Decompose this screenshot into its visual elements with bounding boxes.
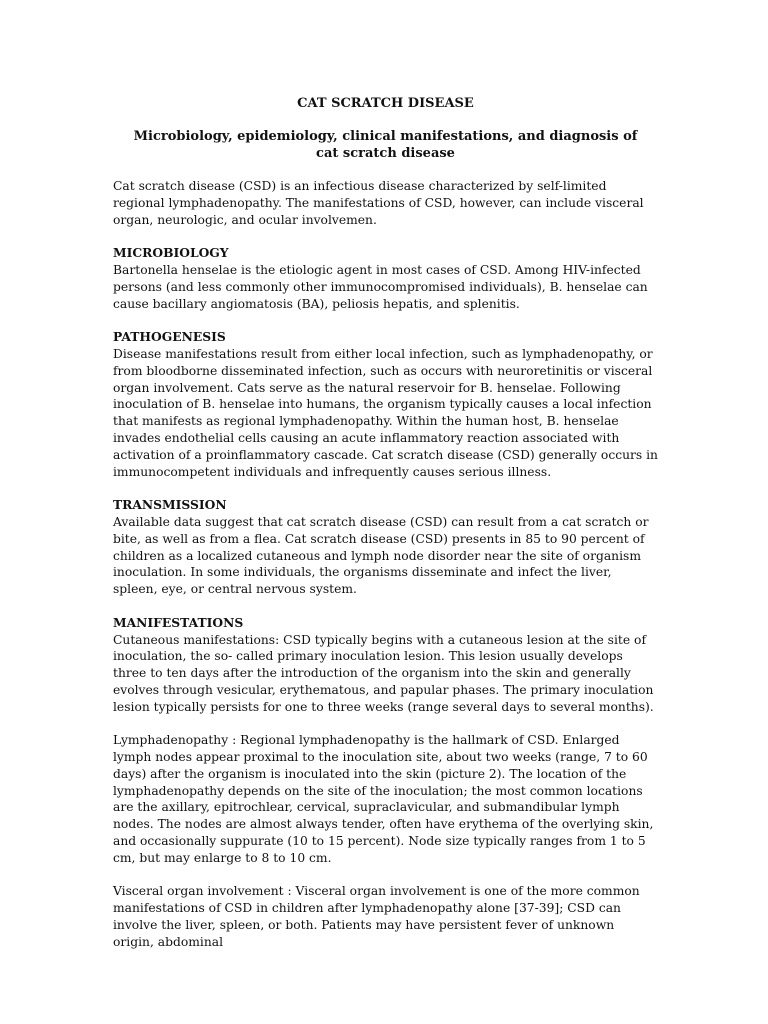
section-pathogenesis	[113, 329, 658, 480]
section-heading: TRANSMISSION	[113, 497, 227, 513]
section-paragraph: Visceral organ involvement : Visceral organ involvement is one of the more common manifestations of CSD in children after lymphadenopathy alone [37-39]; CSD can involve the liver, spleen, or both. Patients may have persistent fever of unknown origin, abdominal	[113, 884, 640, 949]
section-paragraph: Lymphadenopathy : Regional lymphadenopathy is the hallmark of CSD. Enlarged lymph nodes appear proximal to the inoculation site, about two weeks (range, 7 to 60 days) after the organism is inoculated into the skin (picture 2). The location of the lymphadenopathy depends on the site of the inoculation; the most common locations are the axillary, epitrochlear, cervical, supraclavicular, and submandibular lymph nodes. The nodes are almost always tender, often have erythema of the overlying skin, and occasionally suppurate (10 to 15 percent). Node size typically ranges from 1 to 5 cm, but may enlarge to 8 to 10 cm.	[113, 733, 654, 865]
section-heading: PATHOGENESIS	[113, 329, 226, 345]
section-heading: MICROBIOLOGY	[113, 245, 229, 261]
document-subtitle: Microbiology, epidemiology, clinical manifestations, and diagnosis of cat scratch disease	[133, 129, 638, 161]
section-paragraph: Bartonella henselae is the etiologic agent in most cases of CSD. Among HIV-infected persons (and less commonly other immunocompromised individuals), B. henselae can cause bacillary angiomatosis (BA), peliosis hepatis, and splenitis.	[113, 262, 648, 311]
section-paragraph: Cutaneous manifestations: CSD typically begins with a cutaneous lesion at the site of inoculation, the so- called primary inoculation lesion. This lesion usually develops three to ten days after the introduction of the organism into the skin and generally evolves through vesicular, erythematous, and papular phases. The primary inoculation lesion typically persists for one to three weeks (range several days to several months).	[113, 632, 654, 714]
document-title: CAT SCRATCH DISEASE	[297, 96, 474, 111]
section-paragraph: Disease manifestations result from either local infection, such as lymphadenopathy, or from bloodborne disseminated infection, such as occurs with neuroretinitis or visceral organ involvement. Cats serve as the natural reservoir for B. henselae. Following inoculation of B. henselae into humans, the organism typically causes a local infection that manifests as regional lymphadenopathy. Within the human host, B. henselae invades endothelial cells causing an acute inflammatory reaction associated with activation of a proinflammatory cascade. Cat scratch disease (CSD) generally occurs in immunocompetent individuals and infrequently causes serious illness.	[113, 346, 658, 479]
section-transmission	[113, 497, 658, 598]
intro-paragraph: Cat scratch disease (CSD) is an infectious disease characterized by self-limited regional lymphadenopathy. The manifestations of CSD, however, can include visceral organ, neurologic, and ocular involvemen.	[113, 179, 644, 227]
section-microbiology	[113, 245, 658, 312]
section-manifestations	[113, 615, 658, 951]
section-heading: MANIFESTATIONS	[113, 614, 244, 630]
section-paragraph: Available data suggest that cat scratch disease (CSD) can result from a cat scratch or bite, as well as from a flea. Cat scratch disease (CSD) presents in 85 to 90 percent of children as a localized cutaneous and lymph node disorder near the site of organism inoculation. In some individuals, the organisms disseminate and infect the liver, spleen, eye, or central nervous system.	[113, 514, 649, 597]
